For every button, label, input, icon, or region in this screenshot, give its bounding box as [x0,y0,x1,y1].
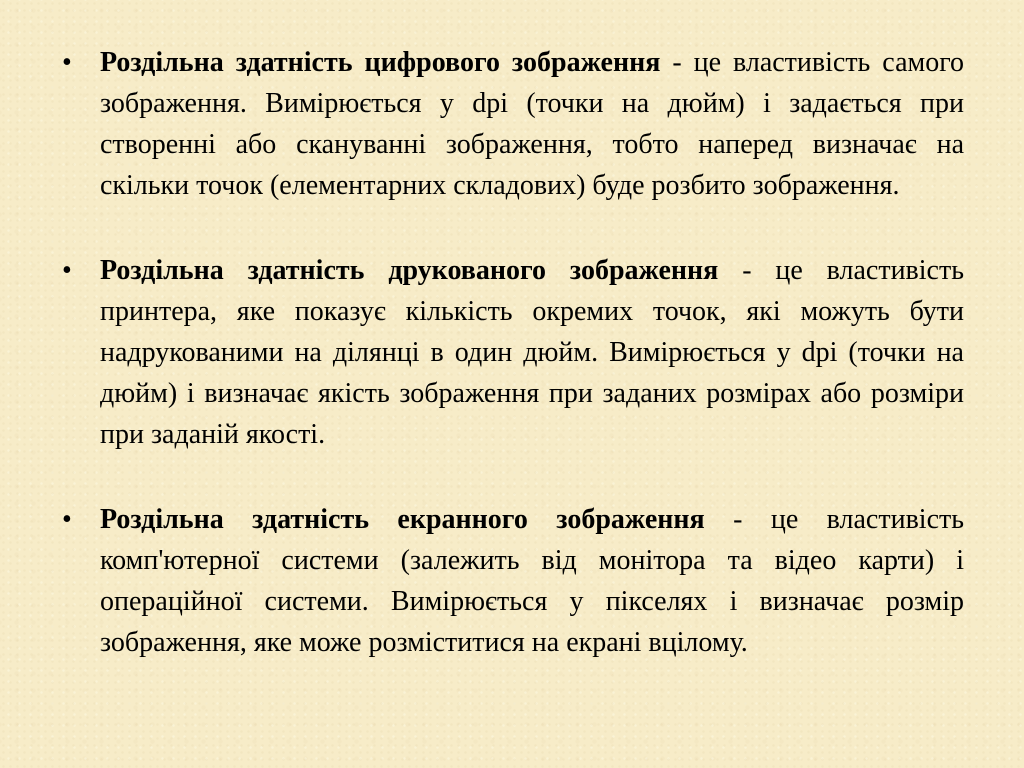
slide-content [58,42,964,663]
bullet-term: Роздільна здатність цифрового зображення [100,47,661,78]
bullet-icon: • [62,47,72,78]
bullet-term: Роздільна здатність екранного зображення [100,504,705,535]
bullet-item-print-resolution [58,250,964,455]
bullet-term: Роздільна здатність друкованого зображення [100,255,719,286]
bullet-icon: • [62,255,72,286]
bullet-description: - це властивість самого зображення. Вимірюється у dpi (точки на дюйм) і задається при створенні або скануванні зображення, тобто наперед визначає на скільки точок (елементарних складових) буде розбито зображення. [100,47,964,201]
bullet-description: - це властивість комп'ютерної системи (залежить від монітора та відео карти) і операційної системи. Вимірюється у пікселях і визначає розмір зображення, яке може розміститися на екрані вцілому. [100,504,964,658]
bullet-paragraph [100,42,964,206]
bullet-paragraph [100,499,964,663]
bullet-item-digital-resolution [58,42,964,206]
bullet-description: - це властивість принтера, яке показує кількість окремих точок, які можуть бути надрукованими на ділянці в один дюйм. Вимірюється у dpi (точки на дюйм) і визначає якість зображення при заданих розмірах або розміри при заданій якості. [100,255,964,450]
bullet-item-screen-resolution [58,499,964,663]
bullet-icon: • [62,504,72,535]
bullet-paragraph [100,250,964,455]
